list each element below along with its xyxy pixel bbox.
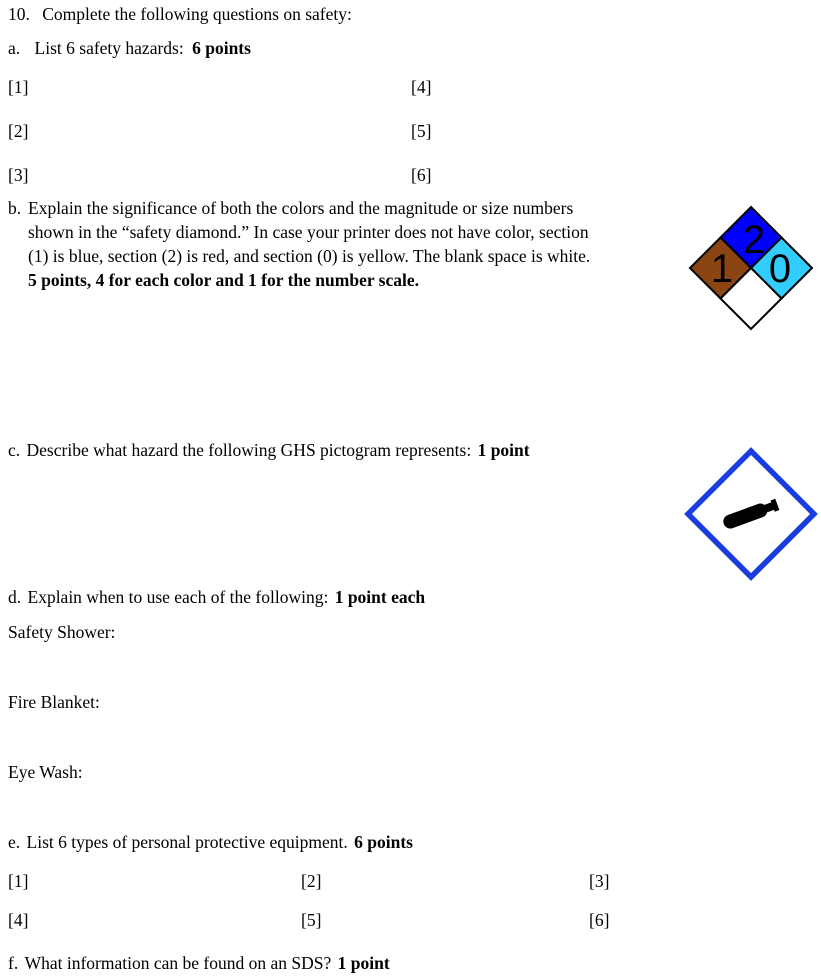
part-b-text [28, 196, 590, 292]
part-b-line-1: Explain the significance of both the colors and the magnitude or size numbers [28, 198, 574, 218]
safety-diamond [688, 205, 814, 331]
part-a-blank-5: [5] [411, 121, 432, 141]
safety-shower-label: Safety Shower: [8, 622, 116, 642]
part-a-blank-1: [1] [8, 77, 29, 97]
part-e-blank-5: [5] [301, 910, 322, 930]
part-e-points: 6 points [354, 832, 413, 852]
part-c-prompt: Describe what hazard the following GHS pictogram represents: [26, 440, 472, 460]
part-a-letter: a. [8, 38, 21, 58]
part-a-blank-2: [2] [8, 121, 29, 141]
part-b-letter: b. [8, 198, 22, 218]
part-e-prompt: List 6 types of personal protective equipment. [26, 832, 348, 852]
fire-blanket-label: Fire Blanket: [8, 692, 100, 712]
part-a-prompt: List 6 safety hazards: [34, 38, 184, 58]
part-a-blank-6: [6] [411, 165, 432, 185]
part-c-points: 1 point [477, 440, 530, 460]
part-a-points: 6 points [192, 38, 251, 58]
part-f-heading [8, 952, 390, 974]
part-e-blank-1: [1] [8, 871, 29, 891]
part-e-blank-2: [2] [301, 871, 322, 891]
part-f-prompt: What information can be found on an SDS? [24, 953, 332, 973]
part-d-letter: d. [8, 587, 22, 607]
part-e-heading [8, 831, 413, 853]
diamond-top-number: 2 [742, 218, 766, 262]
part-f-letter: f. [8, 953, 19, 973]
part-e-letter: e. [8, 832, 21, 852]
part-a-heading [8, 37, 251, 59]
diamond-left-number: 1 [710, 247, 734, 291]
part-b-line-2: shown in the “safety diamond.” In case your printer does not have color, section [28, 222, 589, 242]
part-e-blank-4: [4] [8, 910, 29, 930]
part-e-blank-6: [6] [589, 910, 610, 930]
part-c-heading [8, 439, 530, 461]
eye-wash-label: Eye Wash: [8, 762, 83, 782]
part-b-line-4: 5 points, 4 for each color and 1 for the number scale. [28, 270, 419, 290]
part-c-letter: c. [8, 440, 21, 460]
part-d-prompt: Explain when to use each of the following: [27, 587, 329, 607]
part-b-line-3: (1) is blue, section (2) is red, and section (0) is yellow. The blank space is white. [28, 246, 591, 266]
part-d-heading [8, 586, 425, 608]
ghs-pictogram [684, 447, 818, 581]
part-d-points: 1 point each [334, 587, 426, 607]
question-title: Complete the following questions on safety: [42, 4, 352, 24]
part-a-blank-3: [3] [8, 165, 29, 185]
part-a-blank-4: [4] [411, 77, 432, 97]
diamond-right-number: 0 [768, 247, 792, 291]
part-e-blank-3: [3] [589, 871, 610, 891]
question-number-label: 10. [8, 4, 30, 24]
question-number [8, 3, 352, 25]
part-f-points: 1 point [337, 953, 390, 973]
